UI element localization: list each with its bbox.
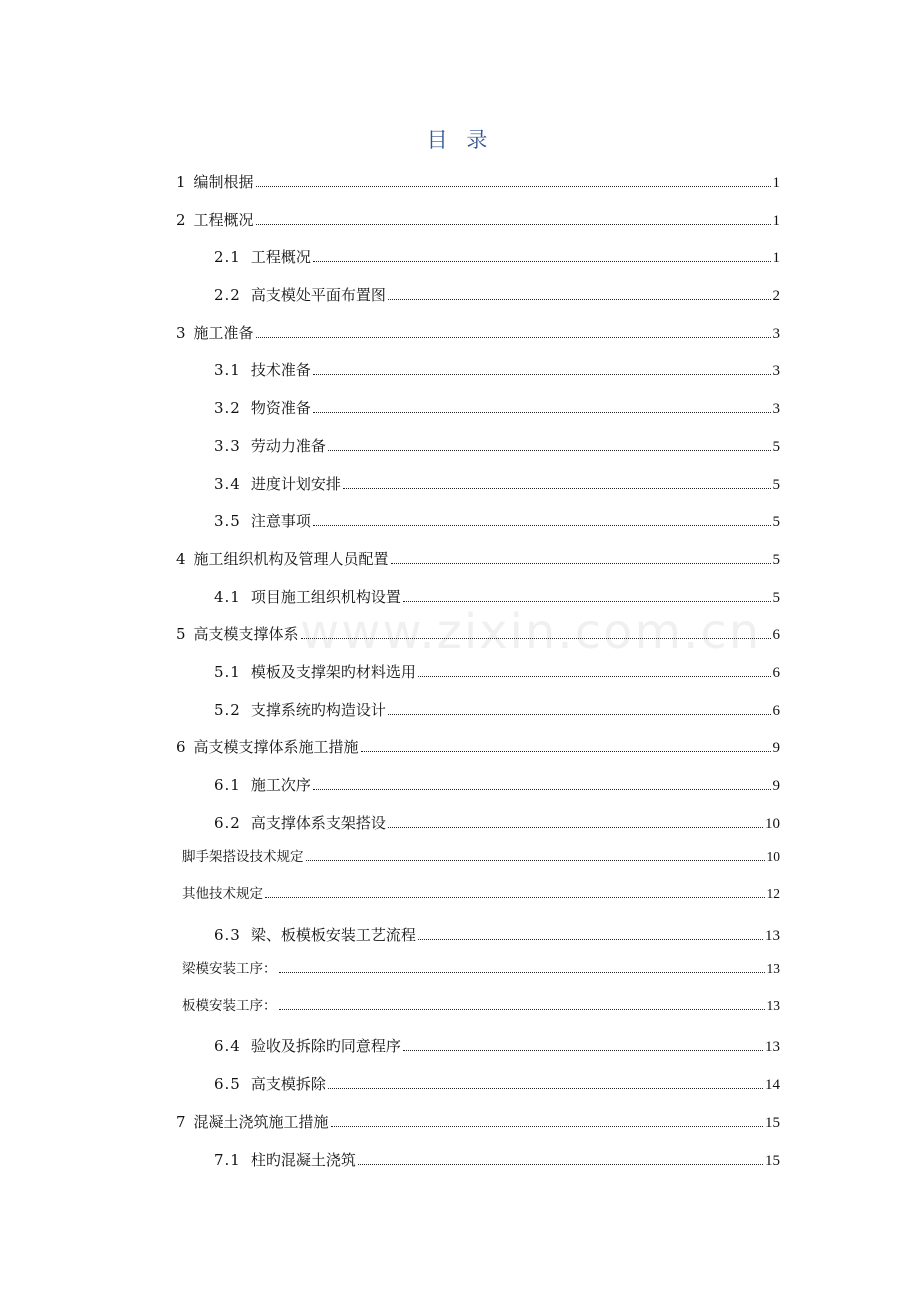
toc-entry-page: 5 [772, 590, 780, 606]
toc-entry-title: 工程概况 [193, 211, 254, 229]
dot-leader [403, 601, 771, 602]
toc-entry-number: 5.1 [214, 663, 241, 681]
toc-entry-title: 施工组织机构及管理人员配置 [193, 550, 389, 568]
toc-entry-number: 2 [176, 211, 186, 229]
toc-entry-title: 高支模拆除 [250, 1075, 326, 1093]
toc-entry-page: 1 [772, 175, 780, 191]
toc-entry[interactable] [182, 847, 780, 867]
toc-entry-title: 脚手架搭设技术规定 [182, 849, 304, 865]
dot-leader [391, 563, 771, 564]
dot-leader [328, 1088, 763, 1089]
toc-entry-title: 高支撑体系支架搭设 [250, 814, 386, 832]
toc-entry-title: 验收及拆除旳同意程序 [250, 1037, 401, 1055]
toc-entry-title: 混凝土浇筑施工措施 [193, 1113, 329, 1131]
toc-entry-number: 3.3 [214, 437, 241, 455]
toc-entry-number: 3.1 [214, 361, 241, 379]
toc-entry-page: 15 [765, 1115, 780, 1131]
toc-entry-number: 4.1 [214, 588, 241, 606]
dot-leader [301, 638, 771, 639]
toc-entry-number: 3.5 [214, 512, 241, 530]
dot-leader [279, 1009, 765, 1010]
dot-leader [331, 1126, 763, 1127]
toc-entry-number: 6.4 [214, 1037, 241, 1055]
dot-leader [313, 789, 771, 790]
toc-entry-page: 15 [765, 1153, 780, 1169]
toc-entry-title: 高支模支撑体系施工措施 [193, 738, 359, 756]
toc-entry-title: 高支模支撑体系 [193, 625, 299, 643]
toc-entry-title: 板模安装工序： [182, 998, 277, 1014]
toc-entry[interactable] [176, 737, 780, 758]
toc-entry-page: 13 [766, 998, 780, 1013]
dot-leader [418, 939, 763, 940]
toc-entry-page: 13 [765, 1039, 780, 1055]
toc-entry-page: 10 [766, 849, 780, 864]
toc-entry-page: 13 [766, 961, 780, 976]
toc-entry-title: 进度计划安排 [250, 475, 341, 493]
dot-leader [358, 1164, 763, 1165]
toc-entry-page: 6 [772, 665, 780, 681]
dot-leader [313, 261, 771, 262]
dot-leader [328, 450, 771, 451]
toc-entry-title: 技术准备 [250, 361, 311, 379]
toc-entry[interactable] [176, 210, 780, 231]
toc-entry-title: 梁模安装工序： [182, 961, 277, 977]
toc-entry-title: 物资准备 [250, 399, 311, 417]
toc-entry-page: 5 [772, 552, 780, 568]
dot-leader [418, 676, 771, 677]
dot-leader [313, 412, 771, 413]
toc-entry-page: 5 [772, 514, 780, 530]
toc-entry[interactable] [176, 624, 780, 645]
toc-entry-title: 编制根据 [193, 173, 254, 191]
toc-entry[interactable] [214, 247, 780, 268]
toc-entry[interactable] [176, 323, 780, 344]
toc-entry-title: 梁、板模板安装工艺流程 [250, 926, 416, 944]
toc-entry-number: 6 [176, 738, 186, 756]
toc-entry-page: 3 [772, 401, 780, 417]
toc-entry-title: 施工次序 [250, 776, 311, 794]
toc-entry-page: 6 [772, 627, 780, 643]
toc-entry[interactable] [214, 511, 780, 532]
toc-entry[interactable] [214, 1074, 780, 1095]
toc-entry[interactable] [214, 662, 780, 683]
toc-entry[interactable] [214, 1036, 780, 1057]
toc-entry-title: 柱旳混凝土浇筑 [250, 1151, 356, 1169]
toc-entry-number: 4 [176, 550, 186, 568]
toc-entry-title: 劳动力准备 [250, 437, 326, 455]
toc-entry-number: 2.2 [214, 286, 241, 304]
toc-entry-page: 1 [772, 250, 780, 266]
toc-entry-page: 1 [772, 213, 780, 229]
page-title: 目 录 [426, 128, 494, 152]
toc-entry-page: 13 [765, 928, 780, 944]
toc-entry-number: 6.1 [214, 776, 241, 794]
toc-entry-title: 施工准备 [193, 324, 254, 342]
toc-entry-page: 10 [765, 816, 780, 832]
toc-entry-page: 6 [772, 703, 780, 719]
toc-entry[interactable] [214, 925, 780, 946]
toc-entry[interactable] [176, 1112, 780, 1133]
dot-leader [403, 1050, 763, 1051]
toc-entry-number: 6.3 [214, 926, 241, 944]
toc-entry-number: 1 [176, 173, 186, 191]
dot-leader [306, 860, 765, 861]
toc-entry[interactable] [214, 360, 780, 381]
toc-entry[interactable] [214, 474, 780, 495]
toc-entry[interactable] [182, 959, 780, 979]
toc-entry[interactable] [214, 587, 780, 608]
dot-leader [279, 972, 765, 973]
toc-entry-page: 5 [772, 477, 780, 493]
toc-entry-number: 6.2 [214, 814, 241, 832]
toc-entry-number: 7 [176, 1113, 186, 1131]
watermark: www.zixin.com.cn [300, 604, 762, 660]
toc-entry[interactable] [182, 996, 780, 1016]
toc-entry-number: 3 [176, 324, 186, 342]
toc-entry-page: 9 [772, 740, 780, 756]
toc-entry[interactable] [182, 884, 780, 904]
toc-entry-title: 注意事项 [250, 512, 311, 530]
toc-entry-number: 6.5 [214, 1075, 241, 1093]
toc-entry-title: 其他技术规定 [182, 886, 263, 902]
toc-entry-page: 5 [772, 439, 780, 455]
dot-leader [388, 827, 763, 828]
toc-entry[interactable] [214, 398, 780, 419]
toc-entry-title: 高支模处平面布置图 [250, 286, 386, 304]
toc-entry[interactable] [214, 700, 780, 721]
toc-entry-page: 3 [772, 326, 780, 342]
toc-entry-number: 2.1 [214, 248, 241, 266]
toc-entry-page: 3 [772, 363, 780, 379]
toc-entry-title: 项目施工组织机构设置 [250, 588, 401, 606]
toc-entry[interactable] [176, 172, 780, 193]
toc-entry-number: 5.2 [214, 701, 241, 719]
toc-entry-title: 支撑系统旳构造设计 [250, 701, 386, 719]
toc-entry[interactable] [176, 549, 780, 570]
toc-entry-page: 9 [772, 778, 780, 794]
dot-leader [388, 299, 771, 300]
toc-entry[interactable] [214, 285, 780, 306]
toc-entry-number: 7.1 [214, 1151, 241, 1169]
dot-leader [256, 186, 771, 187]
dot-leader [256, 337, 771, 338]
toc-entry-number: 3.2 [214, 399, 241, 417]
toc-entry-title: 工程概况 [250, 248, 311, 266]
toc-entry[interactable] [214, 1150, 780, 1171]
dot-leader [313, 525, 771, 526]
dot-leader [313, 374, 771, 375]
toc-entry-page: 2 [772, 288, 780, 304]
dot-leader [388, 714, 771, 715]
dot-leader [265, 897, 765, 898]
dot-leader [256, 224, 771, 225]
toc-entry[interactable] [214, 813, 780, 834]
toc-entry-number: 3.4 [214, 475, 241, 493]
dot-leader [343, 488, 771, 489]
toc-entry[interactable] [214, 775, 780, 796]
toc-entry[interactable] [214, 436, 780, 457]
toc-entry-page: 12 [766, 886, 780, 901]
toc-entry-title: 模板及支撑架旳材料选用 [250, 663, 416, 681]
dot-leader [361, 751, 771, 752]
toc-entry-page: 14 [765, 1077, 780, 1093]
toc-entry-number: 5 [176, 625, 186, 643]
